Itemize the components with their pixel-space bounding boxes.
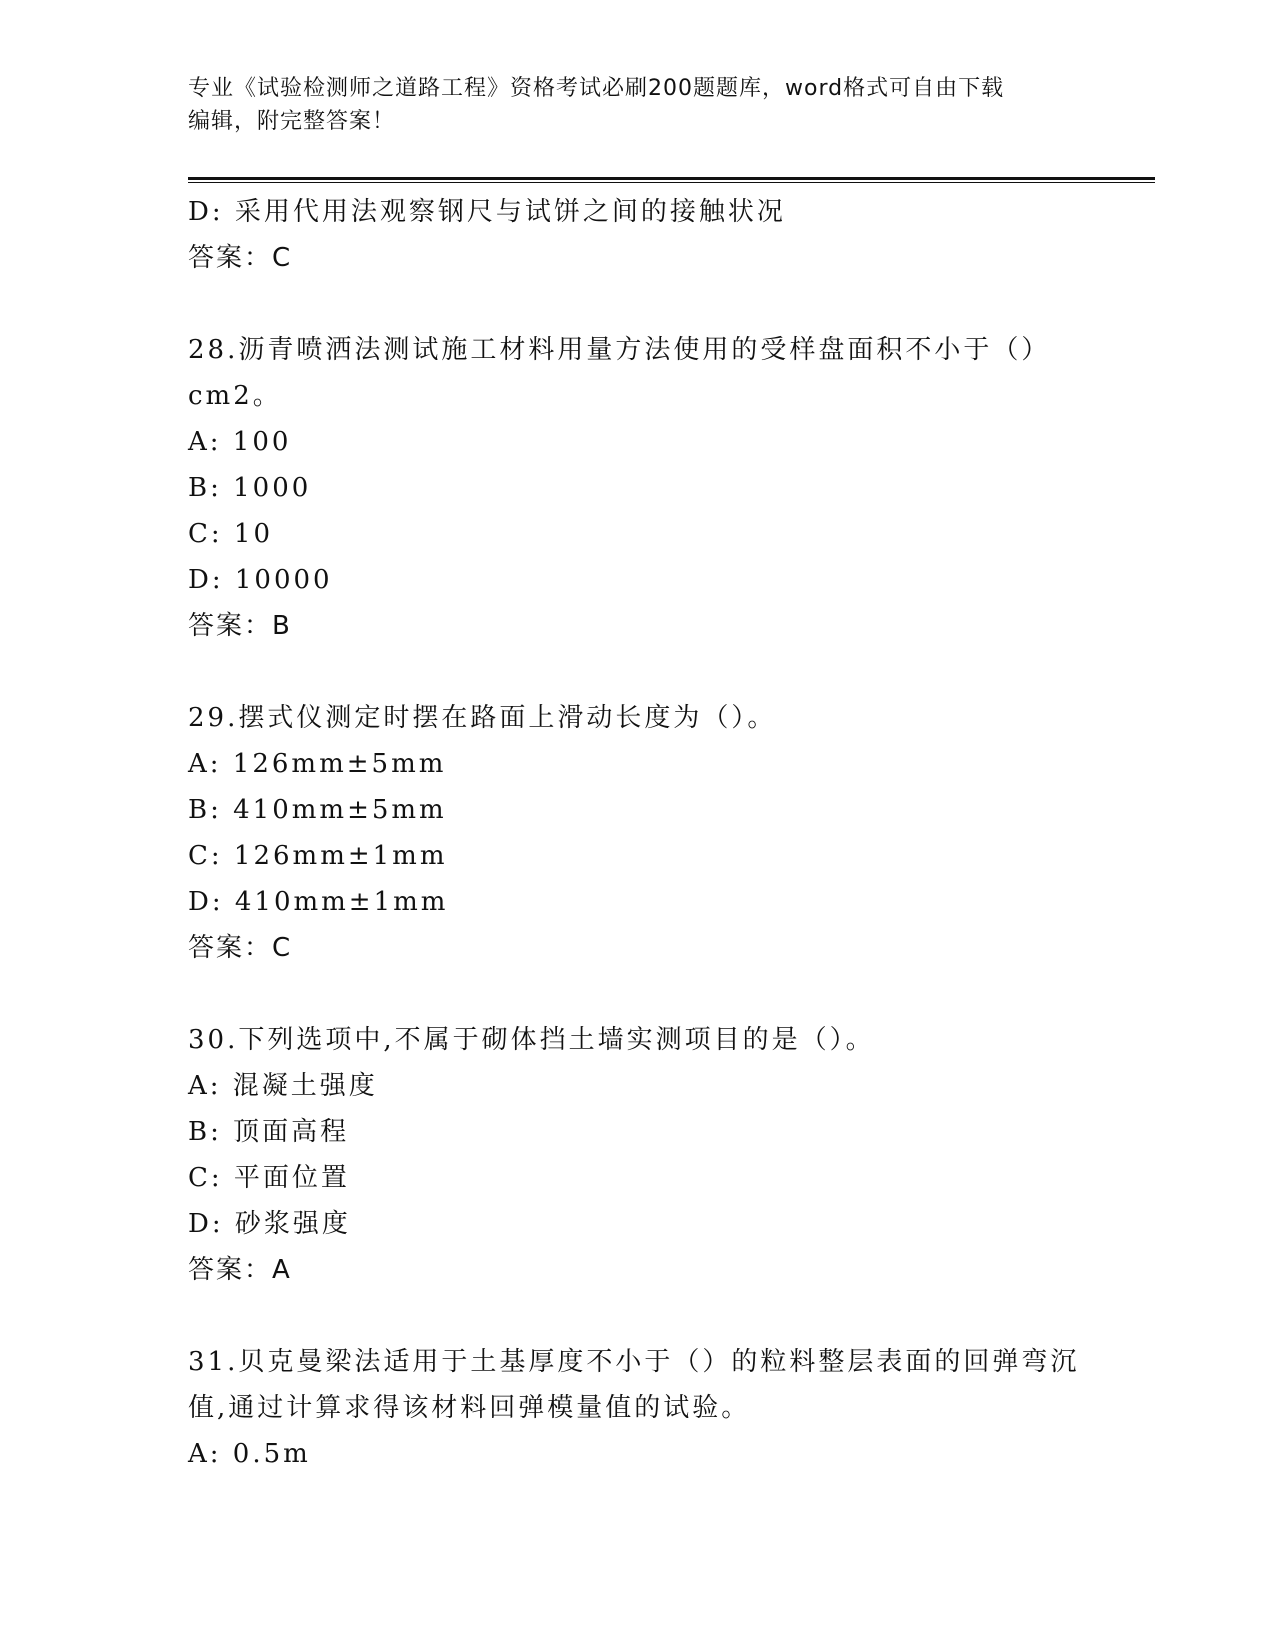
option-d: D: 410mm±1mm <box>188 887 449 917</box>
header-rule-thick <box>188 177 1155 180</box>
document-header <box>188 72 1088 138</box>
question-stem-cont: 值,通过计算求得该材料回弹模量值的试验。 <box>188 1393 751 1423</box>
option-c: C: 平面位置 <box>188 1163 350 1193</box>
header-rule-thin <box>188 182 1155 183</box>
answer: 答案：C <box>188 243 293 273</box>
spacer <box>188 971 1088 1017</box>
question-27-tail <box>188 189 1088 281</box>
option-a: A: 126mm±5mm <box>188 749 447 779</box>
question-stem-cont: cm2。 <box>188 381 282 411</box>
option-a: A: 0.5m <box>188 1439 311 1469</box>
spacer <box>188 1293 1088 1339</box>
option-b: B: 顶面高程 <box>188 1117 350 1147</box>
spacer <box>188 281 1088 327</box>
header-line-2: 编辑，附完整答案！ <box>188 109 396 134</box>
question-stem: 29.摆式仪测定时摆在路面上滑动长度为（）。 <box>188 703 777 733</box>
option-a: A: 混凝土强度 <box>188 1071 378 1101</box>
option-d: D: 砂浆强度 <box>188 1209 351 1239</box>
question-stem: 31.贝克曼梁法适用于土基厚度不小于（）的粒料整层表面的回弹弯沉 <box>188 1347 1080 1377</box>
answer: 答案：A <box>188 1255 292 1285</box>
option-d: D: 采用代用法观察钢尺与试饼之间的接触状况 <box>188 197 786 227</box>
option-a: A: 100 <box>188 427 292 457</box>
question-stem: 28.沥青喷洒法测试施工材料用量方法使用的受样盘面积不小于（） <box>188 335 1051 365</box>
question-30 <box>188 1017 1088 1293</box>
option-c: C: 10 <box>188 519 274 549</box>
header-line-1: 专业《试验检测师之道路工程》资格考试必刷200题题库，word格式可自由下载 <box>188 76 1005 101</box>
answer: 答案：B <box>188 611 292 641</box>
option-c: C: 126mm±1mm <box>188 841 448 871</box>
option-b: B: 1000 <box>188 473 312 503</box>
question-stem: 30.下列选项中,不属于砌体挡土墙实测项目的是（）。 <box>188 1025 875 1055</box>
question-28 <box>188 327 1088 649</box>
question-29 <box>188 695 1088 971</box>
option-b: B: 410mm±5mm <box>188 795 447 825</box>
option-d: D: 10000 <box>188 565 333 595</box>
question-31 <box>188 1339 1088 1477</box>
spacer <box>188 649 1088 695</box>
document-body <box>188 189 1088 1477</box>
answer: 答案：C <box>188 933 293 963</box>
